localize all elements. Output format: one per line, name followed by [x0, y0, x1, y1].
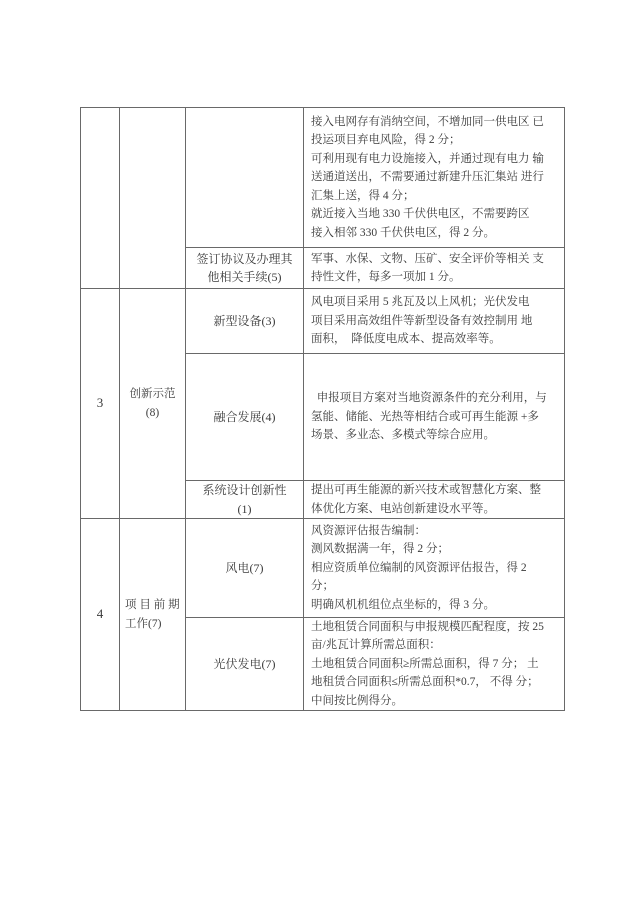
criterion-cell [186, 108, 303, 247]
description-cell [304, 289, 564, 353]
description-line: 提出可再生能源的新兴技术或智慧化方案、整 [311, 484, 541, 496]
table-row [186, 519, 564, 617]
description-line: 场景、多业态、多模式等综合应用。 [311, 429, 495, 442]
description-line: 相应资质单位编制的风资源评估报告，得 2 [311, 561, 527, 574]
description-line: 军事、水保、文物、压矿、安全评价等相关 支 [311, 252, 544, 265]
description-line: 明确风机机组位点坐标的，得 3 分。 [311, 598, 495, 611]
description-line: 汇集上送，得 4 分； [311, 189, 415, 202]
description-cell [304, 618, 564, 710]
description-line: 土地租赁合同面积与申报规模匹配程度，按 25 [311, 620, 544, 633]
sub-rows-column [186, 289, 564, 518]
table-row [186, 108, 564, 247]
description-line: 中间按比例得分。 [311, 694, 403, 707]
criterion-cell [186, 618, 303, 710]
description-cell [304, 248, 564, 288]
description-line: 风电项目采用 5 兆瓦及以上风机；光伏发电 [311, 296, 530, 309]
description-line: 就近接入当地 330 千伏供电区，不需要跨区 [311, 208, 530, 221]
description-cell [304, 519, 564, 617]
description-cell [304, 108, 564, 247]
criterion-cell [186, 354, 303, 480]
row-number-cell [81, 519, 119, 710]
criterion-cell [186, 481, 303, 518]
category-cell [120, 289, 185, 518]
criterion-line: 签订协议及办理其 [196, 251, 293, 266]
sub-rows-column [186, 519, 564, 710]
row-number: 4 [96, 606, 104, 622]
category-cell [120, 519, 185, 710]
criterion-line: 风电(7) [225, 560, 264, 575]
table-row-group [81, 519, 564, 710]
category-line: 项 目 前 期 [125, 599, 180, 611]
description-cell [304, 354, 564, 480]
description-line: 申报项目方案对当地资源条件的充分利用，与 [311, 392, 547, 405]
category-line: 工作(7) [125, 617, 162, 630]
description-line: 亩/兆瓦计算所需总面积： [311, 639, 441, 652]
description-line: 分； [311, 580, 334, 593]
row-number-cell [81, 289, 119, 518]
criterion-cell [186, 248, 303, 288]
description-line: 接入相邻 330 千伏供电区，得 2 分。 [311, 226, 495, 239]
description-line: 送通道送出，不需要通过新建升压汇集站 进行 [311, 171, 544, 184]
criterion-line: 系统设计创新性 [202, 483, 287, 497]
table-row [186, 618, 564, 710]
sub-rows-column [186, 108, 564, 288]
description-line: 土地租赁合同面积≥所需总面积，得 7 分； 土 [311, 657, 539, 670]
description-cell [304, 481, 564, 518]
criterion-line: 光伏发电(7) [213, 656, 276, 671]
category-line: 创新示范 [129, 388, 176, 400]
description-line: 投运项目弃电风险，得 2 分； [311, 134, 461, 147]
table-row [186, 354, 564, 480]
description-line: 持性文件，每多一项加 1 分。 [311, 271, 461, 283]
description-line: 面积， 降低度电成本、提高效率等。 [311, 333, 501, 346]
description-line: 氢能、储能、光热等相结合或可再生能源 +多 [311, 410, 539, 423]
criterion-line: 新型设备(3) [213, 313, 276, 328]
criteria-table [80, 107, 565, 711]
description-line: 风资源评估报告编制： [311, 524, 426, 537]
description-line: 项目采用高效组件等新型设备有效控制用 地 [311, 314, 533, 327]
table-row [186, 248, 564, 288]
row-number: 3 [96, 395, 104, 411]
category-line: (8) [145, 406, 160, 419]
description-line: 可利用现有电力设施接入，并通过现有电力 输 [311, 152, 544, 165]
category-cell [120, 108, 185, 288]
description-line: 接入电网存有消纳空间，不增加同一供电区 已 [311, 115, 544, 128]
criterion-line: 他相关手续(5) [207, 270, 282, 284]
table-row-group [81, 108, 564, 288]
description-line: 测风数据满一年，得 2 分； [311, 543, 449, 556]
criterion-line: 融合发展(4) [213, 409, 276, 424]
table-row-group [81, 289, 564, 518]
description-line: 地租赁合同面积≤所需总面积*0.7， 不得 分； [311, 676, 539, 689]
description-line: 体优化方案、电站创新建设水平等。 [311, 502, 495, 515]
criterion-line: (1) [237, 501, 252, 516]
criterion-cell [186, 519, 303, 617]
row-number-cell [81, 108, 119, 288]
criterion-cell [186, 289, 303, 353]
table-row [186, 289, 564, 353]
table-row [186, 481, 564, 518]
